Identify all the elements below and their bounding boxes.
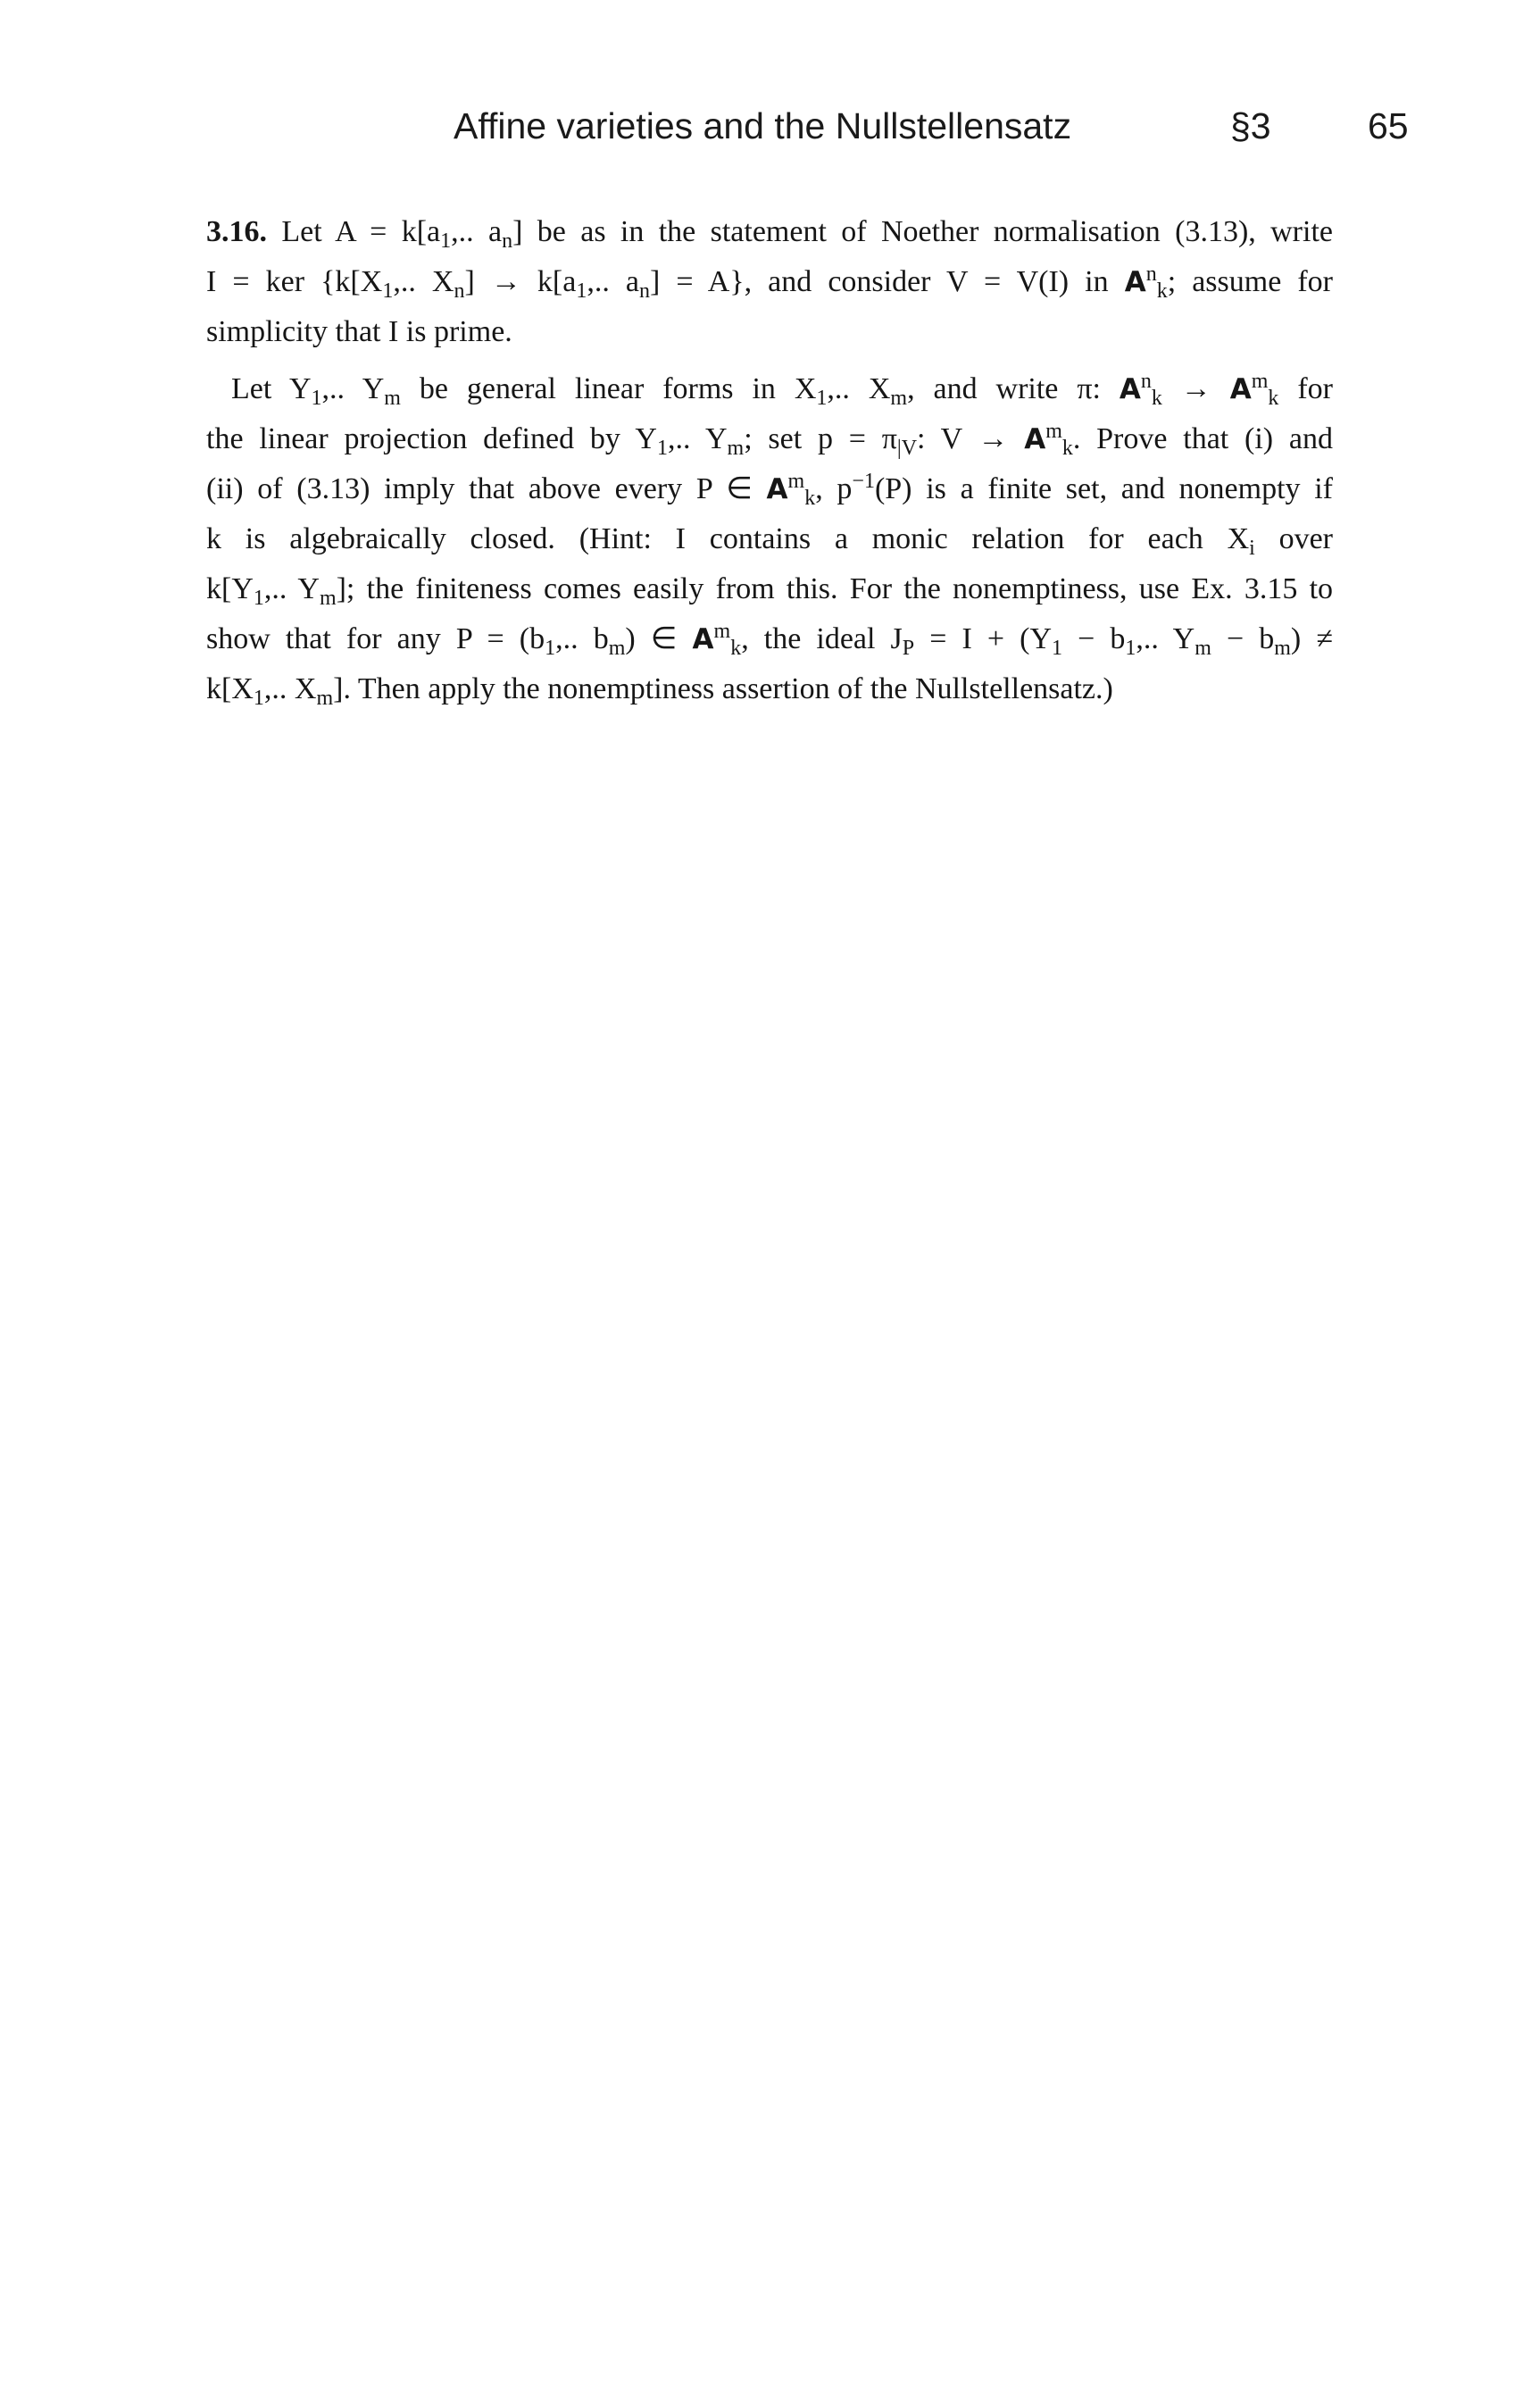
line-text: k is algebraically closed. (Hint: I contains a monic relation for each $X_i$ over	[206, 522, 1333, 560]
text-line	[206, 464, 1333, 514]
text-line	[206, 564, 1333, 614]
exercise-paragraph-2	[206, 364, 1333, 714]
line-text: (ii) of (3.13) imply that above every P ∈ $A^m_k$, $p^{-1}(P)$ is a finite set, and nonempty if	[206, 470, 1334, 510]
line-text: Let $A = k[a_1$,.. $a_n$] be as in the statement of Noether normalisation (3.13), write	[281, 215, 1333, 253]
text-line	[206, 207, 1333, 257]
line-text: $k[X_1$,.. $X_m$]. Then apply the nonemptiness assertion of the Nullstellensatz.)	[206, 672, 1113, 710]
text-line	[206, 364, 1333, 414]
line-text: $k[Y_1$,.. $Y_m$]; the finiteness comes easily from this. For the nonemptiness, use Ex. 3.15 to	[206, 572, 1334, 610]
exercise-3-16	[206, 207, 1333, 714]
line-text: Let $Y_1$,.. $Y_m$ be general linear forms in $X_1$,.. $X_m$, and write π: $A^n_k \to A^m_k$ for	[231, 370, 1333, 410]
running-head	[0, 105, 1540, 159]
line-text: show that for any $P = (b_1$,.. $b_m$) ∈ $A^m_k$, the ideal $J_P = I + (Y_1 - b_1$,.. $Y_m - b_m$) ≠	[206, 620, 1333, 660]
line-text: I = ker {$k[X_1$,.. $X_n] \to k[a_1$,.. $a_n] = A$}, and consider V = V(I) in $A^n_k$; assume for	[206, 263, 1333, 303]
text-line	[206, 614, 1333, 664]
line-text: the linear projection defined by $Y_1$,.. $Y_m$; set $p = \pi_{|V}$: $V \to A^m_k$. Prove that (i) and	[206, 420, 1333, 460]
text-line	[206, 414, 1333, 464]
line-text: simplicity that I is prime.	[206, 315, 512, 348]
text-line	[206, 307, 1333, 357]
running-head-section: §3	[1230, 105, 1271, 146]
text-line	[206, 514, 1333, 564]
text-line	[206, 257, 1333, 307]
page-number: 65	[1368, 105, 1409, 146]
running-head-title: Affine varieties and the Nullstellensatz	[454, 105, 1072, 146]
exercise-number: 3.16.	[206, 215, 267, 248]
text-line	[206, 664, 1333, 714]
exercise-paragraph-1	[206, 207, 1333, 357]
